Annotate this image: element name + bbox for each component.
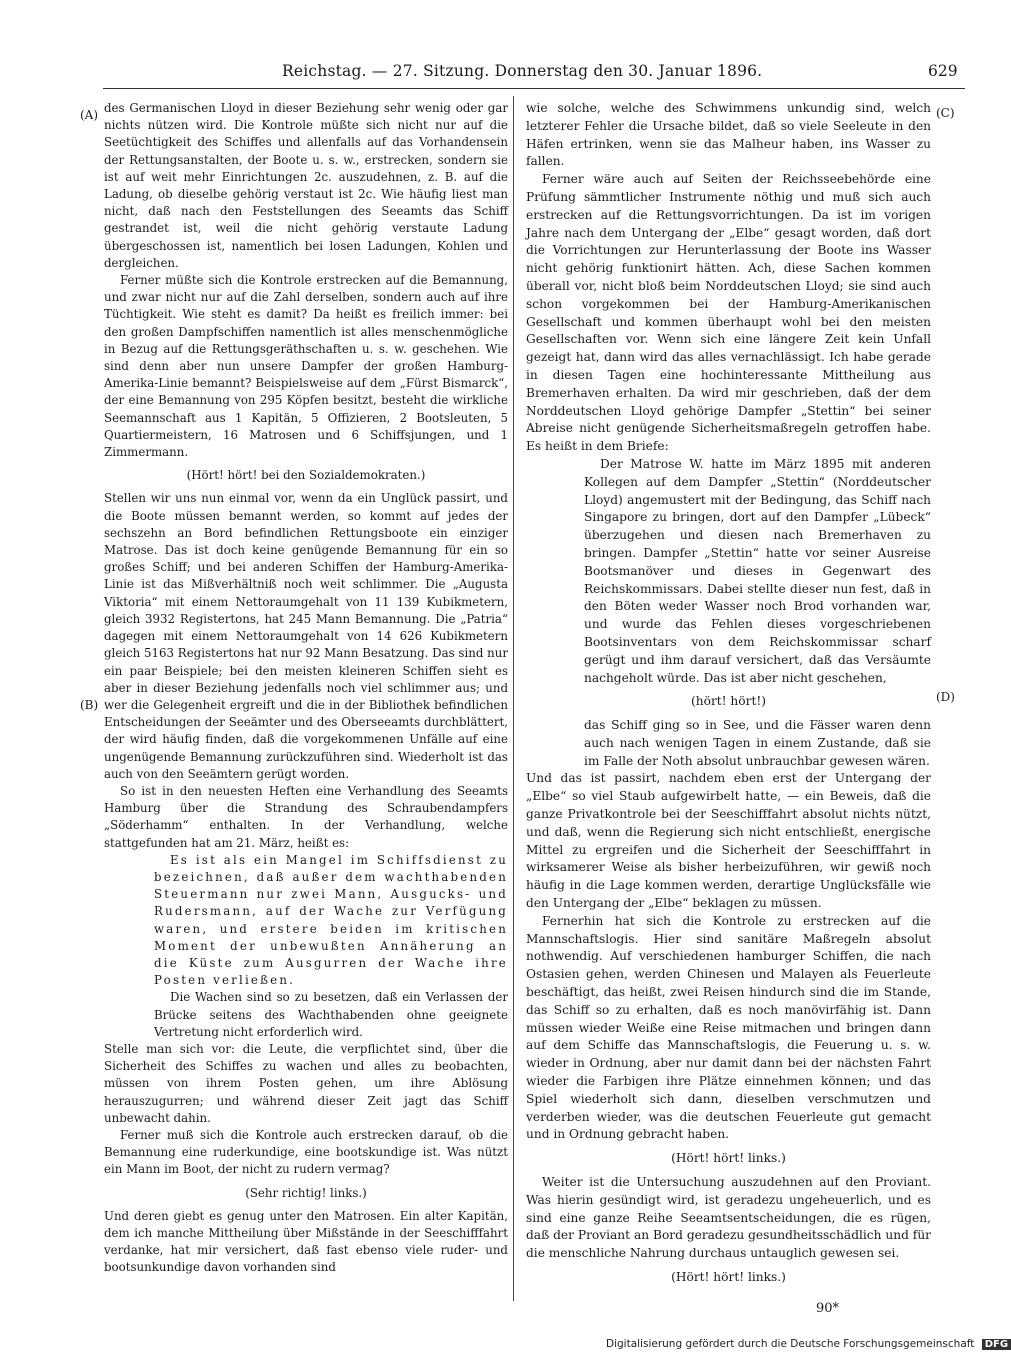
left-paragraph: Stelle man sich vor: die Leute, die verpflichtet sind, über die Sicherheit des Schiffes zu wachen und alles zu beobachten, müssen von ihrem Posten gehen, um ihre Ablösung herauszugurren; und während dieser Zeit jagt das Schiff unbewacht dahin. xyxy=(104,1041,508,1125)
block-quote: Es ist als ein Mangel im Schiffsdienst zu bezeichnen, daß außer dem wachthabenden Steuermann nur zwei Mann, Ausgucks- und Rudersmann, auf der Wache zur Verfügung waren, und erstere beiden im kritischen Moment der unbewußten Annäherung an die Küste zum Ausgurren der Wache ihre Posten verließen. xyxy=(154,852,508,988)
right-paragraph: Und das ist passirt, nachdem eben erst der Untergang der „Elbe“ so viel Staub aufgewirbelt hatte, — ein Beweis, daß die ganze Privatkontrole bei der Seeschifffahrt absolut nichts nützt, und daß, wenn die Regierung sich nicht entschließt, energische Mittel zu ergreifen und die Sicherheit der Seeschifffahrt in wirksamerer Weise als bisher herbeizuführen, wir gewiß noch häufig in die Lage kommen werden, derartige Unglücksfälle wie den Untergang der „Elbe“ beklagen zu müssen. xyxy=(526,771,931,911)
interjection: (Hört! hört! links.) xyxy=(671,1151,786,1166)
signature-mark: 90* xyxy=(816,1301,840,1316)
margin-marker-b: (B) xyxy=(80,698,99,712)
right-column xyxy=(526,100,931,1293)
block-quote: das Schiff ging so in See, und die Fässer waren denn auch nach wenigen Tagen in einem Zustande, daß sie im Falle der Noth absolut unbrauchbar gewesen wären. xyxy=(584,718,931,768)
dfg-logo: DFG xyxy=(982,1339,1011,1350)
left-paragraph: Ferner müßte sich die Kontrole erstrecken auf die Bemannung, und zwar nicht nur auf die Zahl derselben, sondern auch auf ihre Tüchtigkeit. Wie steht es damit? Da heißt es freilich immer: bei den großen Dampfschiffen namentlich ist alles menschenmögliche in Bezug auf die Rettungsgeräthschaften u. s. w. geschehen. Wie sind denn aber nun unsere Dampfer der großen Hamburg-Amerika-Linie bemannt? Beispielsweise auf dem „Fürst Bismarck“, der eine Bemannung von 295 Köpfen besitzt, besteht die wirkliche Seemannschaft aus 1 Kapitän, 5 Offizieren, 2 Bootsleuten, 5 Quartiermeistern, 16 Matrosen und 6 Schiffsjungen, und 1 Zimmermann. xyxy=(104,273,508,460)
left-paragraph: des Germanischen Lloyd in dieser Beziehung sehr wenig oder gar nichts nützen wird. Die Kontrole müßte sich nicht nur auf die Seetüchtigkeit des Schiffes und allenfalls auf das Vorhandensein der Rettungsanstalten, der Boote u. s. w., erstrecken, sondern sie ist auf weit mehr Einrichtungen 2c. auszudehnen, z. B. auf die Ladung, ob dieselbe gehörig verstaut ist 2c. Wie häufig liest man nicht, daß nach den Feststellungen des Seeamts das Schiff gestrandet ist, weil die nicht gehörig verstaute Ladung übergeschossen ist, namentlich bei losen Ladungen, Kohlen und dergleichen. xyxy=(104,101,508,270)
right-paragraph: wie solche, welche des Schwimmens unkundig sind, welch letzterer Fehler die Ursache bildet, daß so viele Seeleute in den Häfen ertrinken, wenn sie das Malheur haben, ins Wasser zu fallen. xyxy=(526,101,931,169)
left-paragraph: Ferner muß sich die Kontrole auch erstrecken darauf, ob die Bemannung eine ruderkundige, eine bootskundige ist. Was nützt ein Mann im Boot, der nicht zu rudern vermag? xyxy=(104,1127,508,1177)
margin-marker-c: (C) xyxy=(936,106,955,120)
interjection: (hört! hört!) xyxy=(691,694,766,709)
block-quote: Die Wachen sind so zu besetzen, daß ein Verlassen der Brücke seitens des Wachthabenden ohne geeignete Vertretung nicht erforderlich wird. xyxy=(154,990,508,1039)
page-number: 629 xyxy=(928,62,958,80)
margin-marker-d: (D) xyxy=(936,690,955,704)
header-rule xyxy=(103,88,965,89)
margin-marker-a: (A) xyxy=(80,108,99,122)
column-divider xyxy=(513,96,514,1301)
running-header xyxy=(0,62,1000,86)
interjection: (Hört! hört! links.) xyxy=(671,1270,786,1284)
interjection: (Sehr richtig! links.) xyxy=(245,1185,367,1200)
header-title: Reichstag. — 27. Sitzung. Donnerstag den 30. Januar 1896. xyxy=(282,62,763,80)
right-paragraph: Ferner wäre auch auf Seiten der Reichsseebehörde eine Prüfung sämmtlicher Instrumente nöthig und muß sich auch erstrecken auf die Rettungsvorrichtungen. Da ist im vorigen Jahre nach dem Untergang der „Elbe“ gesagt worden, daß dort die Vorrichtungen zur Herunterlassung der Boote ins Wasser nicht gehörig funktionirt hätten. Ach, diese Sachen kommen überall vor, nicht bloß beim Norddeutschen Lloyd; sie sind auch schon vorgekommen bei der Hamburg-Amerikanischen Gesellschaft und kommen überhaupt wohl bei den meisten Gesellschaften vor. Wenn sich eine längere Zeit kein Unfall gezeigt hat, dann wird das alles vernachlässigt. Ich habe gerade in diesen Tagen eine hochinteressante Mittheilung aus Bremerhaven erhalten. Da wird mir geschrieben, daß der dem Norddeutschen Lloyd gehörige Dampfer „Stettin“ bei seiner Abreise nicht genügende Sicherheitsmaßregeln getroffen habe. Es heißt in dem Briefe: xyxy=(526,172,931,454)
left-paragraph: Und deren giebt es genug unter den Matrosen. Ein alter Kapitän, dem ich manche Mittheilung über Mißstände in der Seeschifffahrt verdanke, hat mir versichert, daß fast ebenso viele ruder- und bootsunkundige davon vorhanden sind xyxy=(104,1208,508,1275)
left-column xyxy=(104,100,508,1277)
footer-text: Digitalisierung gefördert durch die Deutsche Forschungsgemeinschaft xyxy=(606,1338,975,1350)
left-paragraph: Stellen wir uns nun einmal vor, wenn da ein Unglück passirt, und die Boote müssen bemannt werden, so kommt auf jedes der sechszehn an Bord befindlichen Rettungsboote ein einziger Matrose. Das ist doch keine genügende Bemannung für ein so großes Schiff; und bei anderen Schiffen der Hamburg-Amerika-Linie ist das Mißverhältniß noch weit schlimmer. Die „Augusta Viktoria“ mit einem Nettoraumgehalt von 11 139 Kubikmetern, gleich 3932 Registertons, hat 245 Mann Bemannung. Die „Patria“ dagegen mit einem Nettoraumgehalt von 14 626 Kubikmetern gleich 5163 Registertons hat nur 92 Mann Besatzung. Das sind nur ein paar Beispiele; bei den meisten kleineren Schiffen sieht es aber in dieser Beziehung jedenfalls noch viel schlimmer aus; und wer die Gelegenheit ergreift und die in der Bibliothek befindlichen Entscheidungen der Seeämter und des Oberseeamts durchblättert, der wird häufig finden, daß die vorgekommenen Unfälle auf eine ungenügende Bemannung zurückzuführen sind. Wiederholt ist das auch von den Seeämtern gerügt worden. xyxy=(104,491,508,781)
block-quote: Der Matrose W. hatte im März 1895 mit anderen Kollegen auf dem Dampfer „Stettin“ (Norddeutscher Lloyd) angemustert mit der Bedingung, das Schiff nach Singapore zu bringen, dort auf den Dampfer „Lübeck“ überzugehen und diesen nach Bremerhaven zu bringen. Dampfer „Stettin“ hatte vor seiner Ausreise Bootsmanöver und dieses in Gegenwart des Reichskommissars. Dabei stellte dieser nun fest, daß in den Böten weder Wasser noch Brod vorhanden war, und wurde das Fehlen dieses vorgeschriebenen Bootsinventars von dem Reichskommissar scharf gerügt und ihm darauf versichert, daß das Versäumte nachgeholt würde. Das ist aber nicht geschehen, xyxy=(584,456,931,685)
digitization-footer xyxy=(606,1338,1011,1350)
interjection: (Hört! hört! bei den Sozialdemokraten.) xyxy=(186,468,426,483)
right-paragraph: Fernerhin hat sich die Kontrole zu erstrecken auf die Mannschaftslogis. Hier sind sanitäre Maßregeln absolut nothwendig. Auf verschiedenen hamburger Schiffen, die nach Ostasien gehen, werden Chinesen und Malayen als Feuerleute beschäftigt, das heißt, zwei Reisen hindurch sind die im Stande, das Schiff so zu erhalten, daß es noch manövirfähig ist. Dann müssen wieder Weiße eine Reise mitmachen und bringen dann auf dem Schiffe das Mannschaftslogis, die Feuerung u. s. w. wieder in Ordnung, aber nur damit dann bei der nächsten Fahrt wieder die Farbigen ihre Plätze einnehmen können; und das Spiel wiederholt sich dann, dieselben verschmutzen und verderben wieder, was die deutschen Feuerleute gut gemacht und in Ordnung gebracht haben. xyxy=(526,913,931,1142)
left-paragraph: So ist in den neuesten Heften eine Verhandlung des Seeamts Hamburg über die Strandung des Schraubendampfers „Söderhamm“ enthalten. In der Verhandlung, welche stattgefunden hat am 21. März, heißt es: xyxy=(104,783,508,850)
right-paragraph: Weiter ist die Untersuchung auszudehnen auf den Proviant. Was hierin gesündigt wird, ist geradezu ungeheuerlich, und es sind eine ganze Reihe Seeamtsentscheidungen, die es rügen, daß der Proviant an Bord geradezu gesundheitsschädlich und für die menschliche Nahrung durchaus untauglich gewesen sei. xyxy=(526,1175,931,1261)
